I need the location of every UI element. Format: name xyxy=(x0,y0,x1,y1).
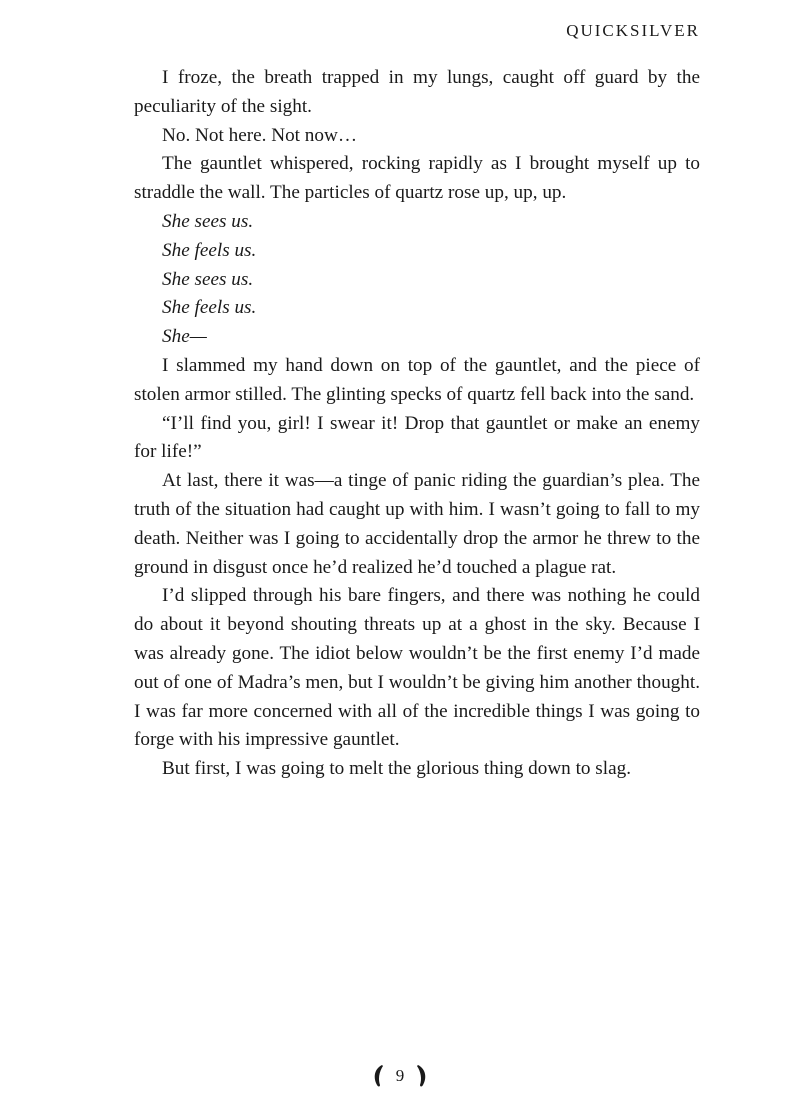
paragraph: At last, there it was—a tinge of panic riding the guardian’s plea. The truth of the situation had caught up with him. I wasn’t going to fall to my death. Neither was I going to accidentally drop the armor he threw to the ground in disgust once he’d realized he’d touched a plague rat. xyxy=(134,470,700,578)
paragraph: “I’ll find you, girl! I swear it! Drop that gauntlet or make an enemy for life!” xyxy=(134,412,700,463)
italic-line: She feels us. xyxy=(162,297,257,319)
right-ornament-icon xyxy=(416,1064,428,1088)
page-folio xyxy=(0,1064,800,1088)
paragraph: The gauntlet whispered, rocking rapidly as I brought myself up to straddle the wall. The particles of quartz rose up, up, up. xyxy=(134,153,700,204)
body-text xyxy=(134,64,700,784)
paragraph: I froze, the breath trapped in my lungs, caught off guard by the peculiarity of the sight. xyxy=(134,67,700,117)
paragraph: I’d slipped through his bare fingers, and there was nothing he could do about it beyond shouting threats up at a ghost in the sky. Because I was already gone. The idiot below wouldn’t be the first enemy I’d made out of one of Madra’s men, but I wouldn’t be giving him another thought. I was far more concerned with all of the incredible things I was going to forge with his impressive gauntlet. xyxy=(134,585,700,751)
paragraph: I slammed my hand down on top of the gauntlet, and the piece of stolen armor stilled. The glinting specks of quartz fell back into the sand. xyxy=(134,354,700,405)
italic-line: She feels us. xyxy=(162,239,257,261)
left-ornament-icon xyxy=(372,1064,384,1088)
running-head: QUICKSILVER xyxy=(566,21,700,40)
italic-line: She sees us. xyxy=(162,268,254,290)
page-number: 9 xyxy=(395,1066,405,1085)
paragraph: No. Not here. Not now… xyxy=(162,124,358,146)
paragraph: But first, I was going to melt the glorious thing down to slag. xyxy=(162,758,631,780)
italic-line: She sees us. xyxy=(162,210,254,232)
italic-line: She— xyxy=(162,326,207,348)
